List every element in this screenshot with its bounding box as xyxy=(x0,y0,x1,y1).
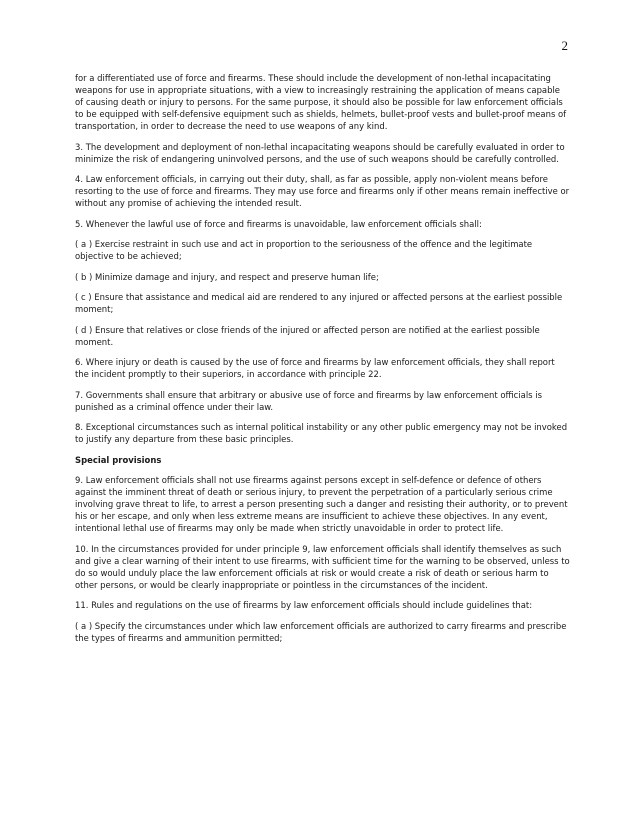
paragraph-principle-5d: ( d ) Ensure that relatives or close friends of the injured or affected person are notified at the earliest possible moment. xyxy=(75,324,540,347)
paragraph-principle-3: 3. The development and deployment of non-lethal incapacitating weapons should be carefully evaluated in order to minimize the risk of endangering uninvolved persons, and the use of such weapons should be carefully controlled. xyxy=(75,141,565,164)
paragraph-principle-6: 6. Where injury or death is caused by the use of force and firearms by law enforcement officials, they shall report the incident promptly to their superiors, in accordance with principle 22. xyxy=(75,357,555,379)
document-body xyxy=(75,72,570,652)
paragraph-principle-11a: ( a ) Specify the circumstances under which law enforcement officials are authorized to carry firearms and prescribe the types of firearms and ammunition permitted; xyxy=(75,620,567,643)
paragraph-principle-11: 11. Rules and regulations on the use of firearms by law enforcement officials should include guidelines that: xyxy=(75,600,533,610)
paragraph-principle-5: 5. Whenever the lawful use of force and firearms is unavoidable, law enforcement officials shall: xyxy=(75,218,482,229)
paragraph-principle-5a: ( a ) Exercise restraint in such use and act in proportion to the seriousness of the offence and the legitimate objective to be achieved; xyxy=(75,239,533,261)
paragraph-principle-10: 10. In the circumstances provided for under principle 9, law enforcement officials shall identify themselves as such and give a clear warning of their intent to use firearms, with sufficient time for the warning to be observed, unless to do so would unduly place the law enforcement officials at risk or would create a risk of death or serious harm to other persons, or would be clearly inappropriate or pointless in the circumstances of the incident. xyxy=(75,543,570,590)
paragraph-principle-8: 8. Exceptional circumstances such as internal political instability or any other public emergency may not be invoked to justify any departure from these basic principles. xyxy=(75,422,568,444)
section-heading: Special provisions xyxy=(75,454,162,465)
page-number: 2 xyxy=(561,38,568,53)
paragraph-principle-5b: ( b ) Minimize damage and injury, and respect and preserve human life; xyxy=(75,271,379,282)
paragraph-principle-9: 9. Law enforcement officials shall not use firearms against persons except in self-defence or defence of others against the imminent threat of death or serious injury, to prevent the perpetration of a particularly serious crime involving grave threat to life, to arrest a person presenting such a danger and resisting their authority, or to prevent his or her escape, and only when less extreme means are insufficient to achieve these objectives. In any event, intentional lethal use of firearms may only be made when strictly unavoidable in order to protect life. xyxy=(75,475,568,533)
paragraph-continued-intro: for a differentiated use of force and firearms. These should include the development of non-lethal incapacitating weapons for use in appropriate situations, with a view to increasingly restraining the application of means capable of causing death or injury to persons. For the same purpose, it should also be possible for law enforcement officials to be equipped with self-defensive equipment such as shields, helmets, bullet-proof vests and bullet-proof means of transportation, in order to decrease the need to use weapons of any kind. xyxy=(75,73,567,131)
paragraph-principle-5c: ( c ) Ensure that assistance and medical aid are rendered to any injured or affected persons at the earliest possible moment; xyxy=(75,292,563,314)
paragraph-principle-7: 7. Governments shall ensure that arbitrary or abusive use of force and firearms by law enforcement officials is punished as a criminal offence under their law. xyxy=(75,389,542,412)
paragraph-principle-4: 4. Law enforcement officials, in carrying out their duty, shall, as far as possible, apply non-violent means before resorting to the use of force and firearms. They may use force and firearms only if other means remain ineffective or without any promise of achieving the intended result. xyxy=(75,174,570,208)
